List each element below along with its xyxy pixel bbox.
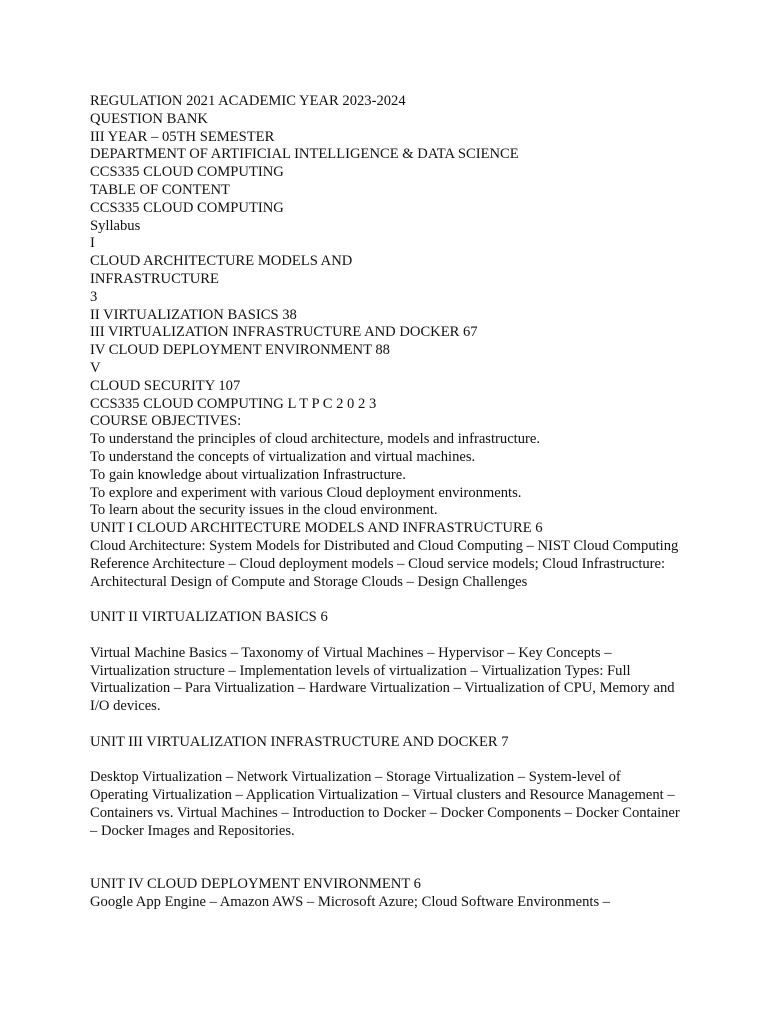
unit3-body: Desktop Virtualization – Network Virtualization – Storage Virtualization – System-level of Operating Virtualization – Application Virtualization – Virtual clusters and Resource Management – Containers vs. Virtual Machines – Introduction to Docker – Docker Components – Docker Container – Docker Images and Repositories. [90, 769, 680, 839]
toc-syllabus: Syllabus [90, 217, 141, 234]
unit4-body: Google App Engine – Amazon AWS – Microsoft Azure; Cloud Software Environments – [90, 893, 611, 910]
spacer [90, 627, 680, 645]
toc-unit5-number: V [90, 359, 101, 376]
toc-unit1-title-b: INFRASTRUCTURE [90, 270, 219, 287]
year-semester-line: III YEAR – 05TH SEMESTER [90, 128, 275, 145]
document-page [90, 93, 680, 912]
objective-item: To understand the concepts of virtualization and virtual machines. [90, 448, 476, 465]
toc-unit3: III VIRTUALIZATION INFRASTRUCTURE AND DOCKER 67 [90, 324, 478, 341]
toc-unit4: IV CLOUD DEPLOYMENT ENVIRONMENT 88 [90, 342, 390, 359]
objective-item: To gain knowledge about virtualization Infrastructure. [90, 466, 406, 483]
objectives-heading: COURSE OBJECTIVES: [90, 413, 242, 430]
spacer [90, 591, 680, 609]
toc-unit1-page: 3 [90, 288, 98, 305]
regulation-line: REGULATION 2021 ACADEMIC YEAR 2023-2024 [90, 93, 406, 109]
toc-title: TABLE OF CONTENT [90, 181, 230, 198]
department-line: DEPARTMENT OF ARTIFICIAL INTELLIGENCE & DATA SCIENCE [90, 146, 519, 163]
objective-item: To explore and experiment with various Cloud deployment environments. [90, 484, 522, 501]
unit2-heading: UNIT II VIRTUALIZATION BASICS 6 [90, 609, 328, 626]
toc-unit1-title-a: CLOUD ARCHITECTURE MODELS AND [90, 253, 353, 270]
objective-item: To understand the principles of cloud architecture, models and infrastructure. [90, 431, 541, 448]
unit3-heading: UNIT III VIRTUALIZATION INFRASTRUCTURE AND DOCKER 7 [90, 733, 509, 750]
course-credits-line: CCS335 CLOUD COMPUTING L T P C 2 0 2 3 [90, 395, 377, 412]
course-line: CCS335 CLOUD COMPUTING [90, 164, 284, 181]
toc-unit2: II VIRTUALIZATION BASICS 38 [90, 306, 297, 323]
spacer [90, 840, 680, 876]
objective-item: To learn about the security issues in the cloud environment. [90, 502, 438, 519]
unit2-body: Virtual Machine Basics – Taxonomy of Virtual Machines – Hypervisor – Key Concepts – Virtualization structure – Implementation levels of virtualization – Virtualization Types: Full Virtualization – Para Virtualization – Hardware Virtualization – Virtualization of CPU, Memory and I/O devices. [90, 644, 675, 715]
spacer [90, 751, 680, 769]
toc-unit1-number: I [90, 235, 95, 252]
toc-course: CCS335 CLOUD COMPUTING [90, 199, 284, 216]
unit1-heading: UNIT I CLOUD ARCHITECTURE MODELS AND INFRASTRUCTURE 6 [90, 520, 543, 537]
doc-type-line: QUESTION BANK [90, 110, 208, 127]
unit1-body: Cloud Architecture: System Models for Distributed and Cloud Computing – NIST Cloud Computing Reference Architecture – Cloud deployment models – Cloud service models; Cloud Infrastructure: Architectural Design of Compute and Storage Clouds – Design Challenges [90, 537, 679, 590]
unit4-heading: UNIT IV CLOUD DEPLOYMENT ENVIRONMENT 6 [90, 876, 421, 893]
spacer [90, 716, 680, 734]
toc-unit5: CLOUD SECURITY 107 [90, 377, 241, 394]
